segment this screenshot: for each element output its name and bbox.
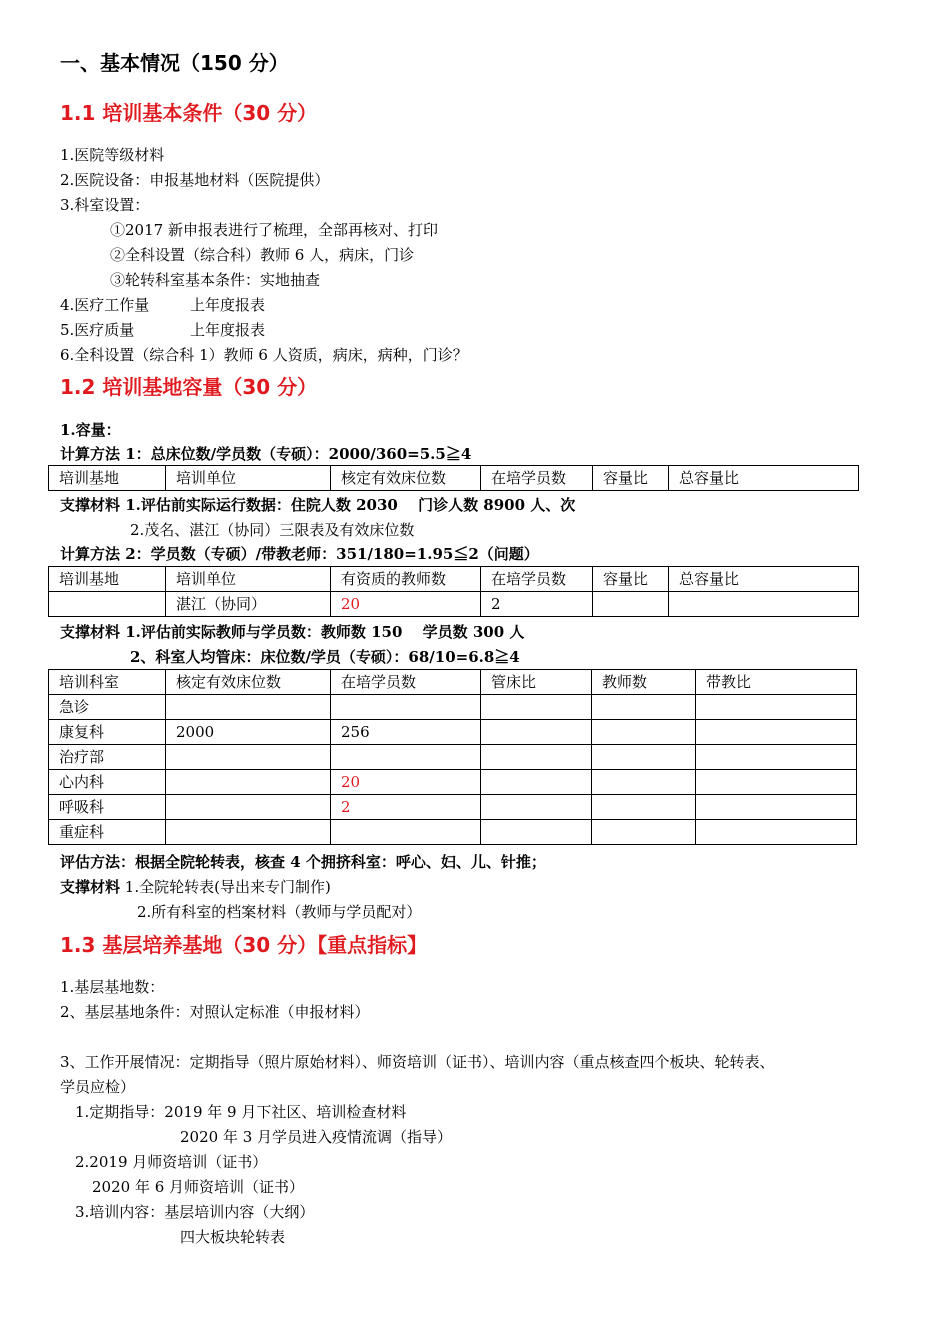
support-2a: 支撑材料 1.评估前实际教师与学员数：教师数 150 学员数 300 人 — [60, 623, 525, 641]
support-1b: 2.茂名、湛江（协同）三限表及有效床位数 — [130, 521, 415, 539]
table-cell: 湛江（协同） — [166, 592, 331, 617]
header-cell: 核定有效床位数 — [166, 670, 331, 695]
header-cell: 培训单位 — [166, 466, 331, 491]
table-row — [49, 695, 857, 720]
header-cell: 容量比 — [593, 466, 669, 491]
table-cell — [696, 820, 857, 845]
table-cell — [592, 720, 696, 745]
header-cell: 培训单位 — [166, 567, 331, 592]
header-cell: 总容量比 — [669, 567, 859, 592]
table-row — [49, 745, 857, 770]
table-cell — [592, 770, 696, 795]
table-cell — [696, 720, 857, 745]
table-header-row — [49, 466, 859, 491]
header-cell: 在培学员数 — [331, 670, 481, 695]
list-item: 1.定期指导：2019 年 9 月下社区、培训检查材料 — [75, 1103, 407, 1121]
list-item: 2、基层基地条件：对照认定标准（申报材料） — [60, 1003, 370, 1021]
capacity-label: 1.容量： — [60, 421, 121, 439]
table-cell — [331, 820, 481, 845]
table-cell: 治疗部 — [49, 745, 166, 770]
table-header-row — [49, 670, 857, 695]
table-row — [49, 795, 857, 820]
support-3-label: 支撑材料 — [60, 878, 121, 896]
support-3-text: 1.全院轮转表(导出来专门制作) — [120, 878, 331, 896]
table-row — [49, 720, 857, 745]
table-cell — [166, 795, 331, 820]
table-cell — [696, 795, 857, 820]
table-cell — [166, 745, 331, 770]
subsection-title-1-2: 1.2 培训基地容量（30 分） — [60, 375, 318, 399]
table-cell: 2 — [481, 592, 593, 617]
table-cell — [331, 745, 481, 770]
table-cell: 重症科 — [49, 820, 166, 845]
list-item: 3、工作开展情况：定期指导（照片原始材料）、师资培训（证书）、培训内容（重点核查四个板块、轮转表、 — [60, 1053, 775, 1071]
table-cell — [481, 770, 592, 795]
list-item: 2020 年 3 月学员进入疫情流调（指导） — [180, 1128, 453, 1146]
header-cell: 管床比 — [481, 670, 592, 695]
list-item: 2.医院设备：申报基地材料（医院提供） — [60, 171, 330, 189]
table-cell — [166, 820, 331, 845]
list-item: 1.基层基地数： — [60, 978, 165, 996]
table-cell — [166, 770, 331, 795]
list-item: 2.2019 月师资培训（证书） — [75, 1153, 268, 1171]
table-cell — [481, 720, 592, 745]
table-cell: 20 — [331, 592, 481, 617]
list-item: ①2017 新申报表进行了梳理，全部再核对、打印 — [110, 221, 438, 239]
table-cell — [696, 745, 857, 770]
support-3b: 2.所有科室的档案材料（教师与学员配对） — [137, 903, 422, 921]
support-3a — [60, 877, 331, 897]
section-title: 一、基本情况（150 分） — [60, 51, 289, 75]
table-cell — [696, 770, 857, 795]
table-cell — [481, 695, 592, 720]
header-cell: 核定有效床位数 — [331, 466, 481, 491]
list-item: 1.医院等级材料 — [60, 146, 165, 164]
list-item: 6.全科设置（综合科 1）教师 6 人资质，病床，病种，门诊？ — [60, 346, 468, 364]
table-row — [49, 770, 857, 795]
list-item: 2020 年 6 月师资培训（证书） — [92, 1178, 305, 1196]
list-item: 5.医疗质量 — [60, 321, 135, 339]
table-cell: 康复科 — [49, 720, 166, 745]
list-item-value: 上年度报表 — [190, 321, 266, 339]
list-item: ③轮转科室基本条件：实地抽查 — [110, 271, 321, 289]
table-cell: 心内科 — [49, 770, 166, 795]
support-2b: 2、科室人均管床：床位数/学员（专硕）：68/10=6.8≧4 — [130, 648, 520, 666]
header-cell: 在培学员数 — [481, 466, 593, 491]
support-1a: 支撑材料 1.评估前实际运行数据：住院人数 2030 门诊人数 8900 人、次 — [60, 496, 576, 514]
table-cell: 2 — [331, 795, 481, 820]
list-item: 四大板块轮转表 — [180, 1228, 286, 1246]
table-cell — [592, 745, 696, 770]
list-item: 4.医疗工作量 — [60, 296, 150, 314]
list-item: ②全科设置（综合科）教师 6 人，病床，门诊 — [110, 246, 415, 264]
table-capacity-1 — [48, 465, 859, 491]
table-row — [49, 820, 857, 845]
list-item: 3.培训内容：基层培训内容（大纲） — [75, 1203, 315, 1221]
header-cell: 在培学员数 — [481, 567, 593, 592]
header-cell: 教师数 — [592, 670, 696, 695]
header-cell: 培训科室 — [49, 670, 166, 695]
table-cell: 256 — [331, 720, 481, 745]
table-cell: 急诊 — [49, 695, 166, 720]
list-item-value: 上年度报表 — [190, 296, 266, 314]
subsection-title-1-1: 1.1 培训基本条件（30 分） — [60, 101, 318, 125]
table-cell — [592, 695, 696, 720]
table-cell — [592, 795, 696, 820]
header-cell: 容量比 — [593, 567, 669, 592]
header-cell: 培训基地 — [49, 466, 166, 491]
table-cell — [696, 695, 857, 720]
table-cell — [592, 820, 696, 845]
header-cell: 带教比 — [696, 670, 857, 695]
list-item: 学员应检） — [60, 1078, 136, 1096]
method-1: 计算方法 1：总床位数/学员数（专硕）：2000/360=5.5≧4 — [60, 445, 472, 463]
header-cell: 有资质的教师数 — [331, 567, 481, 592]
table-cell: 20 — [331, 770, 481, 795]
table-cell — [166, 695, 331, 720]
table-cell — [481, 820, 592, 845]
table-cell — [669, 592, 859, 617]
table-cell — [481, 795, 592, 820]
table-cell — [481, 745, 592, 770]
table-cell — [331, 695, 481, 720]
header-cell: 总容量比 — [669, 466, 859, 491]
table-departments — [48, 669, 857, 845]
table-cell: 2000 — [166, 720, 331, 745]
table-capacity-2 — [48, 566, 859, 617]
method-2: 计算方法 2：学员数（专硕）/带教老师：351/180=1.95≦2（问题） — [60, 545, 539, 563]
list-item: 3.科室设置： — [60, 196, 150, 214]
table-row — [49, 592, 859, 617]
subsection-title-1-3: 1.3 基层培养基地（30 分）【重点指标】 — [60, 933, 428, 957]
table-cell: 呼吸科 — [49, 795, 166, 820]
evaluation-method: 评估方法：根据全院轮转表，核查 4 个拥挤科室：呼心、妇、儿、针推； — [60, 853, 546, 871]
table-cell — [49, 592, 166, 617]
table-header-row — [49, 567, 859, 592]
table-cell — [593, 592, 669, 617]
header-cell: 培训基地 — [49, 567, 166, 592]
